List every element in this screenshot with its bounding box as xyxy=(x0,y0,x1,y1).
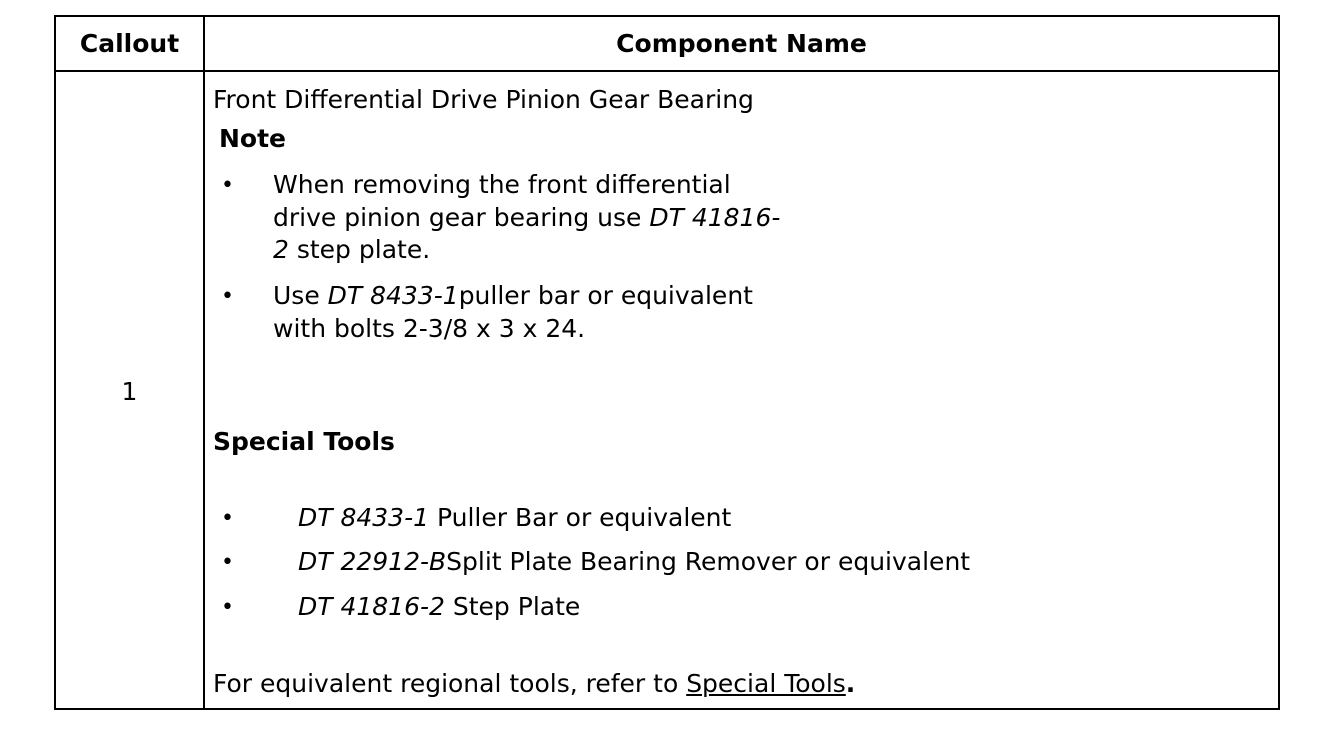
callout-number: 1 xyxy=(121,377,138,406)
bullet-icon: • xyxy=(221,284,234,309)
component-title: Front Differential Drive Pinion Gear Bearing xyxy=(213,85,754,114)
header-component-name: Component Name xyxy=(616,29,867,58)
header-divider xyxy=(56,70,1278,72)
tool-code: DT 41816- xyxy=(649,203,781,232)
note-bullet-2-line-2: with bolts 2-3/8 x 3 x 24. xyxy=(273,314,586,343)
special-tools-link[interactable]: Special Tools xyxy=(686,669,846,698)
header-callout: Callout xyxy=(79,29,180,58)
regional-tools-note: For equivalent regional tools, refer to Special Tools. xyxy=(213,669,856,698)
bullet-icon: • xyxy=(221,506,234,531)
tool-code: 2 xyxy=(273,235,289,264)
tool-code: DT 22912-B xyxy=(298,547,447,576)
bullet-icon: • xyxy=(221,595,234,620)
column-divider xyxy=(203,17,205,708)
bullet-icon: • xyxy=(221,173,234,198)
note-bullet-2-line-1: Use DT 8433-1puller bar or equivalent xyxy=(273,281,753,310)
note-heading: Note xyxy=(219,124,287,153)
note-bullet-1-line-3: 2 step plate. xyxy=(273,235,431,264)
tool-code: DT 8433-1 xyxy=(298,503,430,532)
note-bullet-1-line-2: drive pinion gear bearing use DT 41816- xyxy=(273,203,781,232)
special-tool-item: DT 8433-1 Puller Bar or equivalent xyxy=(298,503,732,532)
tool-code: DT 8433-1 xyxy=(327,281,459,310)
special-tool-item: DT 41816-2 Step Plate xyxy=(298,592,581,621)
bullet-icon: • xyxy=(221,550,234,575)
tool-code: DT 41816-2 xyxy=(298,592,445,621)
special-tool-item: DT 22912-BSplit Plate Bearing Remover or equivalent xyxy=(298,547,971,576)
special-tools-heading: Special Tools xyxy=(213,427,395,456)
note-bullet-1-line-1: When removing the front differential xyxy=(273,170,731,199)
component-table xyxy=(54,15,1280,710)
